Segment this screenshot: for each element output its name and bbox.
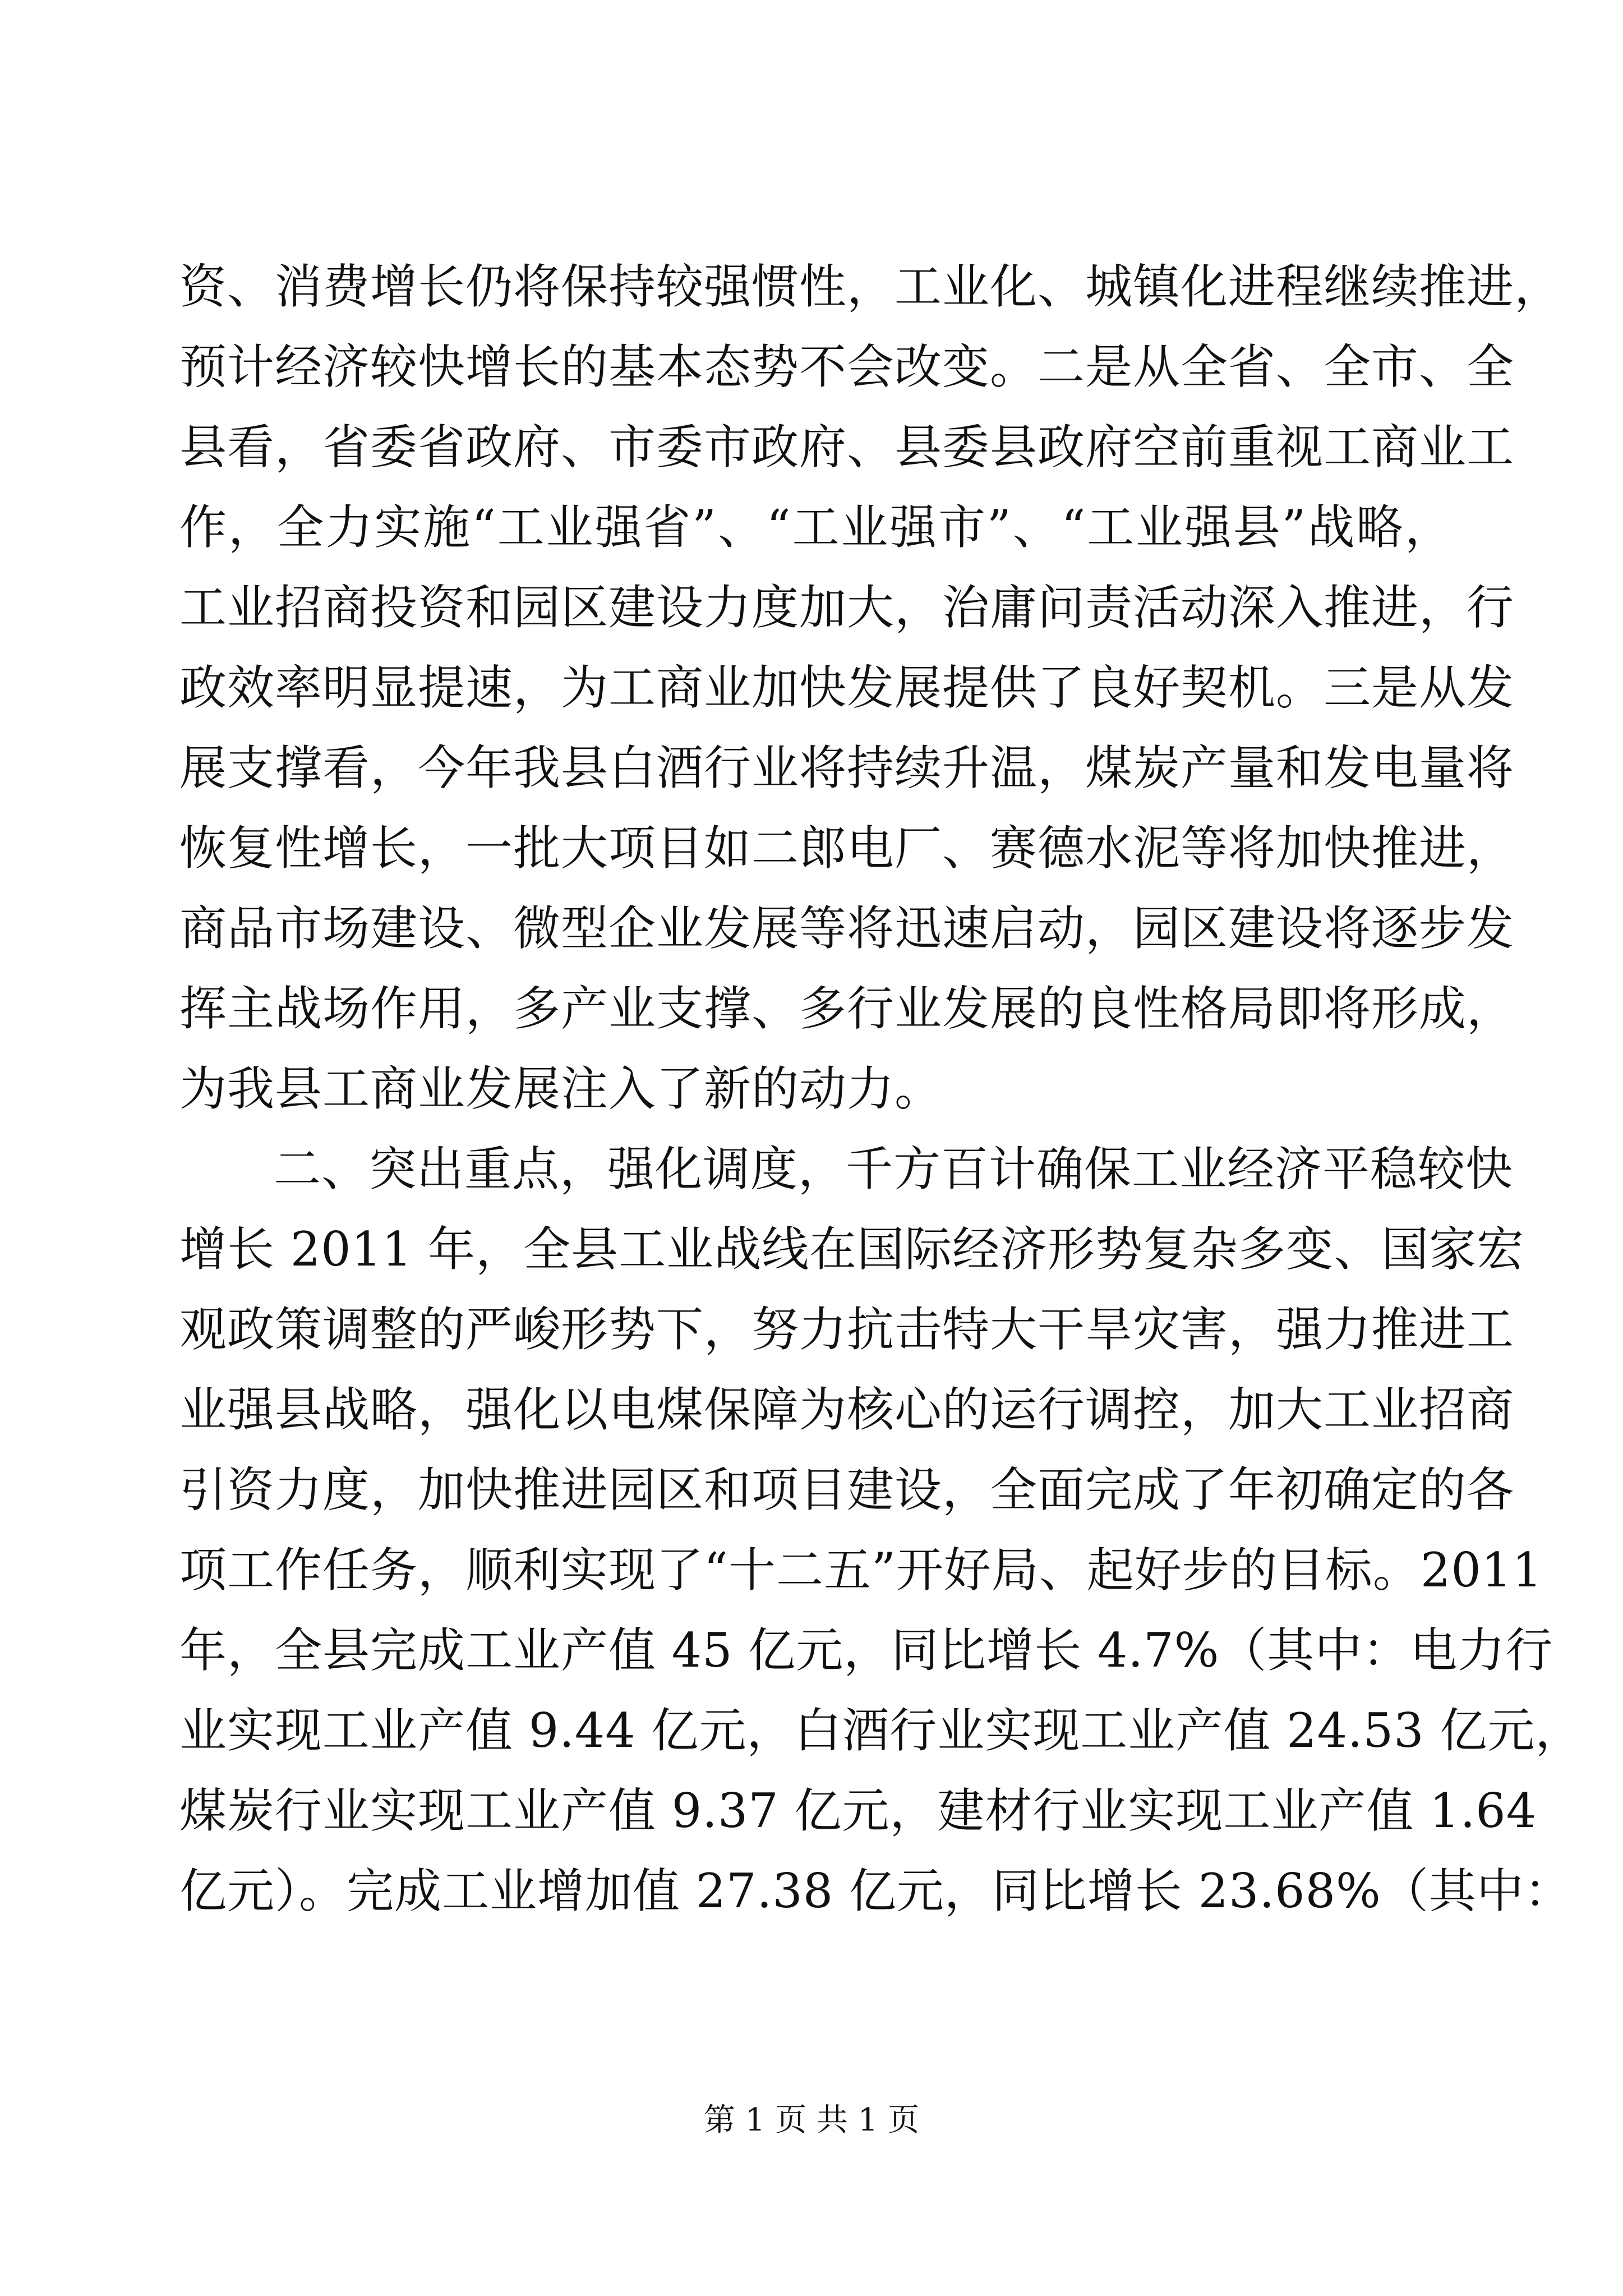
text-line: 恢复性增长，一批大项目如二郎电厂、赛德水泥等将加快推进， <box>179 821 1515 876</box>
text-line: 作，全力实施“工业强省”、“工业强市”、“工业强县”战略， <box>179 500 1453 555</box>
text-line: 资、消费增长仍将保持较强惯性，工业化、城镇化进程继续推进， <box>179 259 1562 314</box>
text-line: 煤炭行业实现工业产值 9.37 亿元，建材行业实现工业产值 1.64 <box>179 1783 1537 1838</box>
text-line: 政效率明显提速，为工商业加快发展提供了良好契机。三是从发 <box>179 660 1515 715</box>
page-footer: 第 1 页 共 1 页 <box>703 2102 920 2138</box>
section-heading-line: 二、突出重点，强化调度，千方百计确保工业经济平稳较快 <box>274 1142 1514 1197</box>
document-body <box>179 247 1583 1931</box>
text-line: 工业招商投资和园区建设力度加大，治庸问责活动深入推进，行 <box>179 580 1515 635</box>
text-line: 观政策调整的严峻形势下，努力抗击特大干旱灾害，强力推进工 <box>179 1302 1515 1357</box>
paragraph-end-line: 为我县工商业发展注入了新的动力。 <box>179 1061 943 1116</box>
text-line: 业实现工业产值 9.44 亿元，白酒行业实现工业产值 24.53 亿元， <box>179 1703 1583 1758</box>
text-line: 商品市场建设、微型企业发展等将迅速启动，园区建设将逐步发 <box>179 901 1515 956</box>
text-line: 项工作任务，顺利实现了“十二五”开好局、起好步的目标。2011 <box>179 1543 1543 1598</box>
text-line: 亿元）。完成工业增加值 27.38 亿元，同比增长 23.68%（其中： <box>179 1864 1572 1918</box>
text-line: 引资力度，加快推进园区和项目建设，全面完成了年初确定的各 <box>179 1462 1515 1517</box>
text-line: 县看，省委省政府、市委市政府、县委县政府空前重视工商业工 <box>179 420 1515 475</box>
text-line: 展支撑看，今年我县白酒行业将持续升温，煤炭产量和发电量将 <box>179 740 1515 795</box>
text-line: 业强县战略，强化以电煤保障为核心的运行调控，加大工业招商 <box>179 1382 1515 1437</box>
text-line: 挥主战场作用，多产业支撑、多行业发展的良性格局即将形成， <box>179 981 1515 1036</box>
text-line: 增长 2011 年，全县工业战线在国际经济形势复杂多变、国家宏 <box>179 1222 1525 1277</box>
text-line: 年，全县完成工业产值 45 亿元，同比增长 4.7%（其中：电力行 <box>179 1623 1553 1678</box>
text-line: 预计经济较快增长的基本态势不会改变。二是从全省、全市、全 <box>179 339 1515 394</box>
